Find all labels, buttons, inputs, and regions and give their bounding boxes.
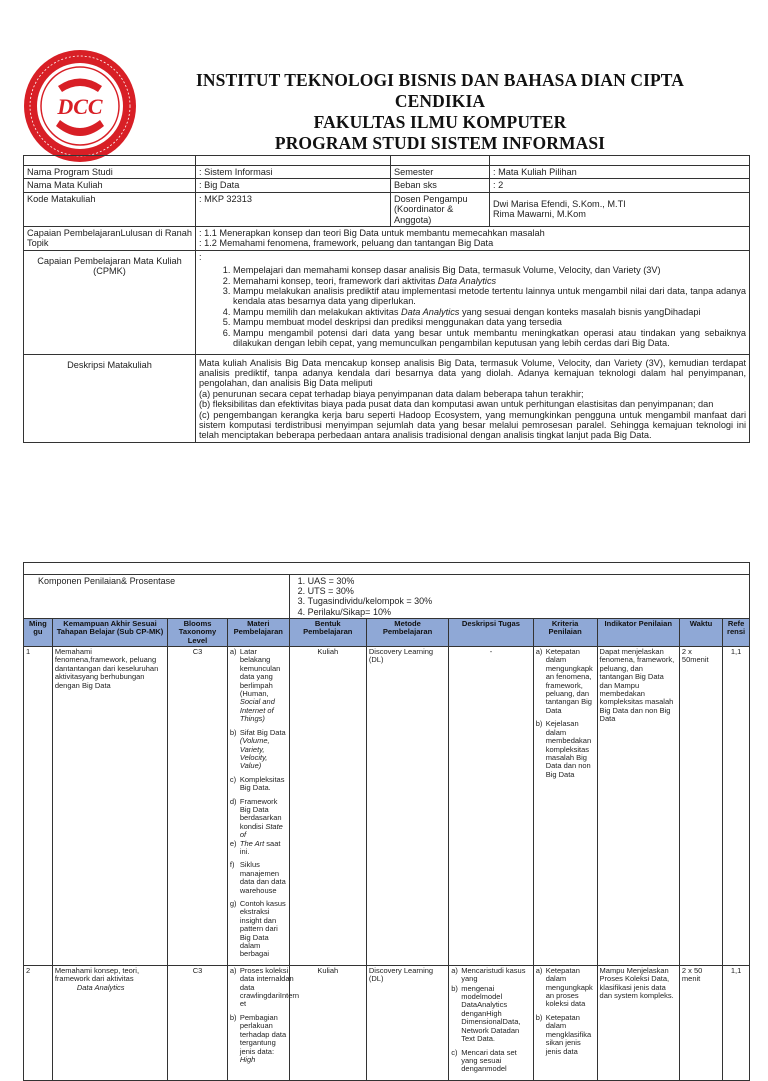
table-row bbox=[24, 965, 750, 1080]
row-kriteria: a) Ketepatan dalam mengungkapk an proses koleksi data b) Ketepatan dalam mengklasifika sikan jenis jenis data bbox=[533, 965, 597, 1080]
row-bentuk: Kuliah bbox=[289, 647, 366, 966]
row-waktu: 2 x 50menit bbox=[679, 647, 722, 966]
assessment-item: 4. Perilaku/Sikap= 10% bbox=[308, 607, 747, 617]
desk-point-c: (c) pengembangan kerangka kerja baru seperti Hadoop Ecosystem, yang memungkinkan pengguna untuk mengambil manfaat dari sistem komputasi terdistribusi menyimpan sejumlah data yang besar melalui pemrosesan paralel. Sehingga kemajuan teknologi ini telah menciptakan beberapa perbedaan antara analisis tradisional dengan analisis tingkat lanjut pada Big Data. bbox=[199, 409, 746, 441]
institution-name: INSTITUT TEKNOLOGI BISNIS DAN BAHASA DIAN CIPTA CENDIKIA bbox=[195, 70, 685, 111]
col-indikator: Indikator Penilaian bbox=[597, 618, 679, 646]
sks-value: : 2 bbox=[490, 179, 750, 192]
assessment-list bbox=[292, 576, 747, 617]
weekly-plan-table bbox=[23, 562, 750, 1081]
row-metode: Discovery Learning (DL) bbox=[366, 647, 448, 966]
col-kriteria: Kriteria Penilaian bbox=[533, 618, 597, 646]
mk-label: Nama Mata Kuliah bbox=[24, 179, 196, 192]
col-materi: Materi Pembelajaran bbox=[227, 618, 289, 646]
cpmk-item: 3. Mampu melakukan analisis prediktif atau implementasi metode tertentu lainnya untuk mengambil nilai dari data, tanpa adanya kendala atas besarnya data yang diperlukan. bbox=[233, 286, 746, 307]
cpmk-colon: : bbox=[199, 251, 202, 262]
cpmk-label: Capaian Pembelajaran Mata Kuliah (CPMK) bbox=[24, 250, 196, 354]
blank-row bbox=[24, 563, 750, 575]
row-indikator: Mampu Menjelaskan Proses Koleksi Data, klasifikasi jenis data dan system kompleks. bbox=[597, 965, 679, 1080]
semester-label: Semester bbox=[391, 166, 490, 179]
cpl-label: Capaian PembelajaranLulusan di Ranah Topik bbox=[24, 227, 196, 251]
row-kriteria: a) Ketepatan dalam mengungkapk an fenomena, framework, peluang, dan tantangan Big Data b) Kejelasan dalam membedakan kompleksitas masalah Big Data dan non Big Data bbox=[533, 647, 597, 966]
sks-label: Beban sks bbox=[391, 179, 490, 192]
assessment-label: Komponen Penilaian& Prosentase bbox=[24, 575, 290, 619]
row-referensi: 1,1 bbox=[723, 965, 750, 1080]
row-waktu: 2 x 50 menit bbox=[679, 965, 722, 1080]
document-header bbox=[150, 70, 730, 154]
dosen-1: Dwi Marisa Efendi, S.Kom., M.TI bbox=[493, 199, 626, 210]
col-metode: Metode Pembelajaran bbox=[366, 618, 448, 646]
row-deskripsi: a) Mencaristudi kasus yang b) mengenai modelmodel DataAnalytics denganHigh DimensionalData, Network Datadan Text Data. c) Mencari data set yang sesuai denganmodel bbox=[449, 965, 533, 1080]
program-name: PROGRAM STUDI SISTEM INFORMASI bbox=[274, 133, 606, 153]
prodi-value: : Sistem Informasi bbox=[196, 166, 391, 179]
desk-label: Deskripsi Matakuliah bbox=[24, 354, 196, 442]
prodi-label: Nama Program Studi bbox=[24, 166, 196, 179]
assessment-item: 2. UTS = 30% bbox=[308, 586, 747, 596]
semester-value: : Mata Kuliah Pilihan bbox=[490, 166, 750, 179]
cpl-values bbox=[196, 227, 750, 251]
cpl-1: : 1.1 Menerapkan konsep dan teori Big Data untuk membantu memecahkan masalah bbox=[199, 228, 545, 239]
col-deskripsi: Deskripsi Tugas bbox=[449, 618, 533, 646]
col-bentuk: Bentuk Pembelajaran bbox=[289, 618, 366, 646]
desk-point-a: (a) penurunan secara cepat terhadap biaya penyimpanan data dalam beberapa tahun terakhir; bbox=[199, 388, 584, 399]
row-referensi: 1,1 bbox=[723, 647, 750, 966]
col-waktu: Waktu bbox=[679, 618, 722, 646]
faculty-name: FAKULTAS ILMU KOMPUTER bbox=[313, 112, 567, 132]
assessment-values bbox=[289, 575, 749, 619]
assessment-item: 1. UAS = 30% bbox=[308, 576, 747, 586]
row-minggu: 1 bbox=[24, 647, 53, 966]
row-indikator: Dapat menjelaskan fenomena, framework, peluang, dan tantangan Big Data dan Mampu membedakan kompleksitas masalah Big Data dan non Big Data bbox=[597, 647, 679, 966]
kode-value: : MKP 32313 bbox=[196, 192, 391, 226]
kode-label: Kode Matakuliah bbox=[24, 192, 196, 226]
mk-value: : Big Data bbox=[196, 179, 391, 192]
row-metode: Discovery Learning (DL) bbox=[366, 965, 448, 1080]
row-minggu: 2 bbox=[24, 965, 53, 1080]
cpl-2: : 1.2 Memahami fenomena, framework, peluang dan tantangan Big Data bbox=[199, 238, 494, 249]
cpmk-item: 2. Memahami konsep, teori, framework dari aktivitas Data Analytics bbox=[233, 276, 746, 286]
row-kemampuan: Memahami fenomena,framework, peluang dantantangan dari keseluruhan aktivitasyang berhubungan dengan Big Data bbox=[52, 647, 167, 966]
cpmk-item: 1. Mempelajari dan memahami konsep dasar analisis Big Data, termasuk Volume, Velocity, dan Variety (3V) bbox=[233, 265, 746, 275]
table-row bbox=[24, 647, 750, 966]
dosen-2: Rima Mawarni, M.Kom bbox=[493, 209, 586, 220]
row-materi: a) Latar belakang kemunculan data yang berlimpah (Human, Social and Internet of Things) b) Sifat Big Data (Volume, Variety, Velocity, Value) c) Kompleksitas Big Data. d) Framework Big Data berdasarkan kondisi State of e) The Art saat ini. f) Siklus manajemen data dan data warehouse g) Contoh kasus ekstraksi insight dan pattern dari Big Data dalam berbagai bbox=[227, 647, 289, 966]
col-blooms: Blooms Taxonomy Level bbox=[168, 618, 228, 646]
cpmk-values bbox=[196, 250, 750, 354]
dosen-value bbox=[490, 192, 750, 226]
row-bentuk: Kuliah bbox=[289, 965, 366, 1080]
course-info-table bbox=[23, 155, 750, 443]
row-deskripsi: - bbox=[449, 647, 533, 966]
logo-letters: DCC bbox=[57, 94, 103, 119]
cpmk-item: 5. Mampu membuat model deskripsi dan prediksi menggunakan data yang tersedia bbox=[233, 317, 746, 327]
assessment-item: 3. Tugasindividu/kelompok = 30% bbox=[308, 596, 747, 606]
desk-value bbox=[196, 354, 750, 442]
desk-paragraph: Mata kuliah Analisis Big Data mencakup konsep analisis Big Data, termasuk Volume, Velocity, dan Variety (3V), kemudian terdapat analisis prediktif, tanpa adanya kendala dari besarnya data yang diolah. Adanya kemajuan teknologi dalam hal penyimpanan, pengolahan, dan analisis Big Data meliputi bbox=[199, 357, 746, 389]
desk-point-b: (b) fleksibilitas dan efektivitas biaya pada pusat data dan komputasi awan untuk perhitungan elastisitas dan penyimpanan; dan bbox=[199, 399, 714, 410]
row-kemampuan: Memahami konsep, teori, framework dari aktivitas Data Analytics bbox=[52, 965, 167, 1080]
row-materi: a) Proses koleksi data internaldan data crawlingdariIntern et b) Pembagian perlakuan terhadap data tergantung jenis data: High bbox=[227, 965, 289, 1080]
dosen-label: Dosen Pengampu (Koordinator & Anggota) bbox=[391, 192, 490, 226]
col-referensi: Refe rensi bbox=[723, 618, 750, 646]
col-minggu: Ming gu bbox=[24, 618, 53, 646]
institution-logo bbox=[20, 46, 140, 166]
cpmk-item: 6. Mampu mengambil potensi dari data yang besar untuk membantu meningkatkan operasi atau tindakan yang sebaiknya dilakukan dengan lebih cepat, yang memunculkan pengambilan keputusan yang lebih cerdas dari Big Data. bbox=[233, 328, 746, 349]
col-kemampuan: Kemampuan Akhir Sesuai Tahapan Belajar (Sub CP-MK) bbox=[52, 618, 167, 646]
cpmk-item: 4. Mampu memilih dan melakukan aktivitas Data Analytics yang sesuai dengan konteks masalah bisnis yangDihadapi bbox=[233, 307, 746, 317]
row-blooms: C3 bbox=[168, 647, 228, 966]
cpmk-list bbox=[199, 265, 746, 348]
row-blooms: C3 bbox=[168, 965, 228, 1080]
